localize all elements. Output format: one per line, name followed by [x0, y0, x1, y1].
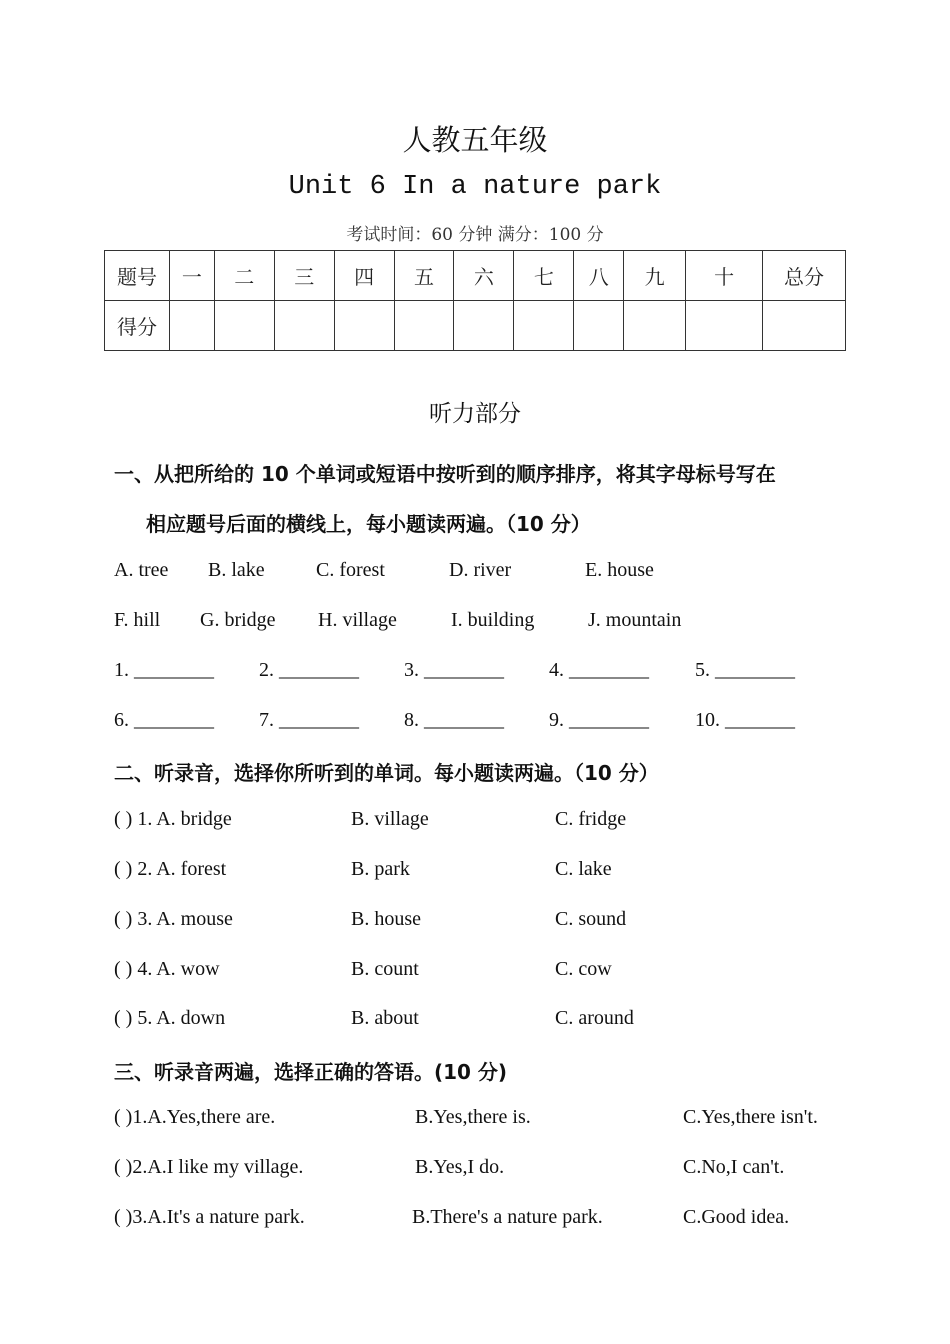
word-option: B. lake — [208, 559, 265, 581]
word-option: C. forest — [316, 559, 385, 581]
q3-item-c[interactable]: C.Good idea. — [683, 1206, 790, 1228]
score-cell[interactable] — [169, 301, 214, 351]
score-table-header-row — [105, 251, 846, 301]
word-option: I. building — [451, 609, 535, 631]
answer-blank[interactable]: 10. _______ — [695, 709, 795, 731]
score-table-score-row — [105, 301, 846, 351]
word-option: F. hill — [114, 609, 161, 631]
answer-blank[interactable]: 2. ________ — [259, 659, 359, 681]
q2-item-c[interactable]: C. cow — [555, 958, 612, 980]
score-cell[interactable] — [454, 301, 514, 351]
q2-item-c[interactable]: C. fridge — [555, 808, 627, 830]
header-cell: 四 — [334, 251, 394, 301]
header-cell: 总分 — [763, 251, 846, 301]
q3-item-a[interactable]: ( )1.A.Yes,there are. — [114, 1106, 276, 1128]
answer-blank[interactable]: 4. ________ — [549, 659, 649, 681]
score-cell[interactable] — [334, 301, 394, 351]
q2-item-a[interactable]: ( ) 3. A. mouse — [114, 908, 233, 930]
score-cell[interactable] — [214, 301, 274, 351]
q3-item-c[interactable]: C.No,I can't. — [683, 1156, 785, 1178]
score-cell[interactable] — [624, 301, 686, 351]
header-cell: 七 — [514, 251, 574, 301]
answer-blank[interactable]: 1. ________ — [114, 659, 214, 681]
header-cell: 一 — [169, 251, 214, 301]
answer-blank[interactable]: 7. ________ — [259, 709, 359, 731]
q3-item-a[interactable]: ( )3.A.It's a nature park. — [114, 1206, 305, 1228]
q2-item-b[interactable]: B. count — [351, 958, 419, 980]
header-cell: 六 — [454, 251, 514, 301]
header-cell: 十 — [686, 251, 763, 301]
word-option: H. village — [318, 609, 397, 631]
score-cell[interactable] — [274, 301, 334, 351]
section-title-listening: 听力部分 — [429, 401, 521, 427]
q2-item-a[interactable]: ( ) 1. A. bridge — [114, 808, 232, 830]
word-option: J. mountain — [588, 609, 682, 631]
q2-item-c[interactable]: C. around — [555, 1007, 634, 1029]
score-cell[interactable] — [763, 301, 846, 351]
word-option: E. house — [585, 559, 654, 581]
score-cell[interactable] — [514, 301, 574, 351]
header-cell: 五 — [394, 251, 454, 301]
header-cell: 八 — [574, 251, 624, 301]
q2-item-a[interactable]: ( ) 2. A. forest — [114, 858, 227, 880]
q2-item-a[interactable]: ( ) 5. A. down — [114, 1007, 226, 1029]
q2-item-a[interactable]: ( ) 4. A. wow — [114, 958, 220, 980]
q2-item-b[interactable]: B. house — [351, 908, 421, 930]
header-cell: 三 — [274, 251, 334, 301]
q3-item-a[interactable]: ( )2.A.I like my village. — [114, 1156, 304, 1178]
q2-item-b[interactable]: B. park — [351, 858, 410, 880]
q2-item-b[interactable]: B. about — [351, 1007, 419, 1029]
header-cell: 二 — [214, 251, 274, 301]
answer-blank[interactable]: 6. ________ — [114, 709, 214, 731]
answer-blank[interactable]: 5. ________ — [695, 659, 795, 681]
q2-item-b[interactable]: B. village — [351, 808, 429, 830]
score-cell[interactable] — [394, 301, 454, 351]
answer-blank[interactable]: 8. ________ — [404, 709, 504, 731]
q2-item-c[interactable]: C. sound — [555, 908, 627, 930]
q2-instruction: 二、听录音，选择你所听到的单词。每小题读两遍。（10 分） — [114, 761, 659, 785]
q2-item-c[interactable]: C. lake — [555, 858, 612, 880]
q3-item-b[interactable]: B.Yes,I do. — [415, 1156, 505, 1178]
q3-item-b[interactable]: B.Yes,there is. — [415, 1106, 531, 1128]
answer-blank[interactable]: 9. ________ — [549, 709, 649, 731]
word-option: G. bridge — [200, 609, 276, 631]
score-cell[interactable] — [574, 301, 624, 351]
q3-item-b[interactable]: B.There's a nature park. — [412, 1206, 603, 1228]
q3-item-c[interactable]: C.Yes,there isn't. — [683, 1106, 818, 1128]
exam-meta: 考试时间：60 分钟 满分：100 分 — [346, 225, 604, 245]
header-cell: 题号 — [105, 251, 170, 301]
score-table — [104, 250, 846, 351]
unit-title: Unit 6 In a nature park — [288, 172, 662, 202]
score-cell[interactable] — [686, 301, 763, 351]
row-label: 得分 — [105, 301, 170, 351]
header-cell: 九 — [624, 251, 686, 301]
q1-instruction-line2: 相应题号后面的横线上，每小题读两遍。（10 分） — [146, 512, 591, 536]
word-option: A. tree — [114, 559, 169, 581]
q1-instruction-line1: 一、从把所给的 10 个单词或短语中按听到的顺序排序，将其字母标号写在 — [114, 462, 776, 486]
word-option: D. river — [449, 559, 512, 581]
answer-blank[interactable]: 3. ________ — [404, 659, 504, 681]
page-title: 人教五年级 — [402, 123, 548, 157]
q3-instruction: 三、听录音两遍，选择正确的答语。(10 分) — [114, 1060, 508, 1084]
